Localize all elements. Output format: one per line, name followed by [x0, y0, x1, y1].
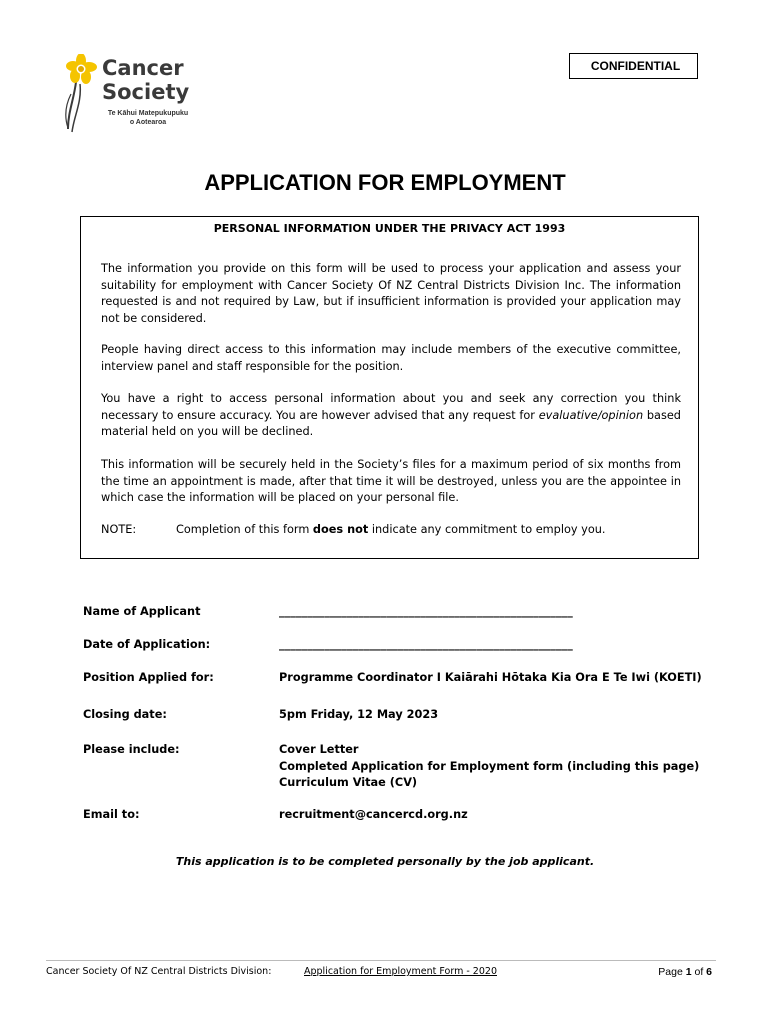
note-emphasis: does not — [312, 523, 369, 536]
page-total: 6 — [706, 966, 712, 978]
privacy-notice-box — [80, 216, 699, 559]
email-address-link[interactable]: recruitment@cancercd.org.nz — [279, 808, 468, 821]
name-of-applicant-field[interactable]: ____________________________________________________ — [279, 605, 573, 618]
name-of-applicant-label: Name of Applicant — [83, 605, 201, 618]
privacy-paragraph-3 — [101, 391, 681, 441]
include-item: Cover Letter — [279, 743, 359, 756]
page-of: of — [691, 966, 707, 978]
cancer-society-logo — [62, 54, 202, 134]
closing-date-label: Closing date: — [83, 708, 167, 721]
please-include-list — [279, 742, 699, 792]
note-label: NOTE: — [101, 523, 137, 536]
para3-text-end: based material held on you will be declined. — [101, 408, 681, 438]
page-number — [658, 966, 712, 978]
para3-emphasis: evaluative/opinion — [538, 408, 644, 422]
note-text-start: Completion of this form — [176, 523, 313, 536]
para3-text-start: You have a right to access personal information about you and seek any correction you think necessary to ensure accuracy. You are however advised that any request for — [101, 392, 681, 422]
tagline-line-1: Te Kāhui Matepukupuku — [107, 110, 189, 117]
tagline-line-2: o Aotearoa — [129, 119, 167, 126]
footer-organisation: Cancer Society Of NZ Central Districts Division: — [46, 966, 272, 977]
daffodil-icon — [62, 54, 102, 134]
privacy-paragraph-1: The information you provide on this form will be used to process your application and assess your suitability for employment with Cancer Society Of NZ Central Districts Division Inc. The information requested is and not required by Law, but if insufficient information is provided your application may not be considered. — [101, 262, 681, 325]
page-current: 1 — [685, 966, 692, 978]
footer-divider — [46, 960, 716, 961]
date-of-application-field[interactable]: ____________________________________________________ — [279, 638, 573, 651]
position-applied-label: Position Applied for: — [83, 671, 214, 684]
logo-word-cancer: Cancer — [102, 56, 184, 80]
please-include-label: Please include: — [83, 743, 180, 756]
note-text-end: indicate any commitment to employ you. — [368, 523, 606, 536]
privacy-note — [101, 522, 606, 539]
privacy-heading: PERSONAL INFORMATION UNDER THE PRIVACY ACT 1993 — [213, 222, 566, 235]
include-item: Completed Application for Employment form (including this page) — [279, 759, 700, 773]
privacy-paragraph-2: People having direct access to this information may include members of the executive committee, interview panel and staff responsible for the position. — [101, 343, 681, 373]
include-item: Curriculum Vitae (CV) — [279, 776, 418, 789]
applicant-instruction: This application is to be completed personally by the job applicant. — [175, 855, 595, 868]
logo-word-society: Society — [102, 80, 190, 104]
email-to-label: Email to: — [83, 808, 140, 821]
confidential-badge: CONFIDENTIAL — [569, 53, 698, 79]
position-applied-value: Programme Coordinator I Kaiārahi Hōtaka Kia Ora E Te Iwi (KOETI) — [279, 671, 702, 684]
date-of-application-label: Date of Application: — [83, 638, 211, 651]
privacy-paragraph-4: This information will be securely held in the Society’s files for a maximum period of six months from the time an appointment is made, after that time it will be destroyed, unless you are the appointee in which case the information will be placed on your personal file. — [101, 458, 681, 504]
logo-tagline — [102, 109, 194, 127]
page-title: APPLICATION FOR EMPLOYMENT — [204, 170, 566, 195]
closing-date-value: 5pm Friday, 12 May 2023 — [279, 708, 439, 721]
note-text — [176, 522, 606, 539]
footer-form-name: Application for Employment Form - 2020 — [304, 966, 497, 977]
page-prefix: Page — [658, 966, 686, 978]
